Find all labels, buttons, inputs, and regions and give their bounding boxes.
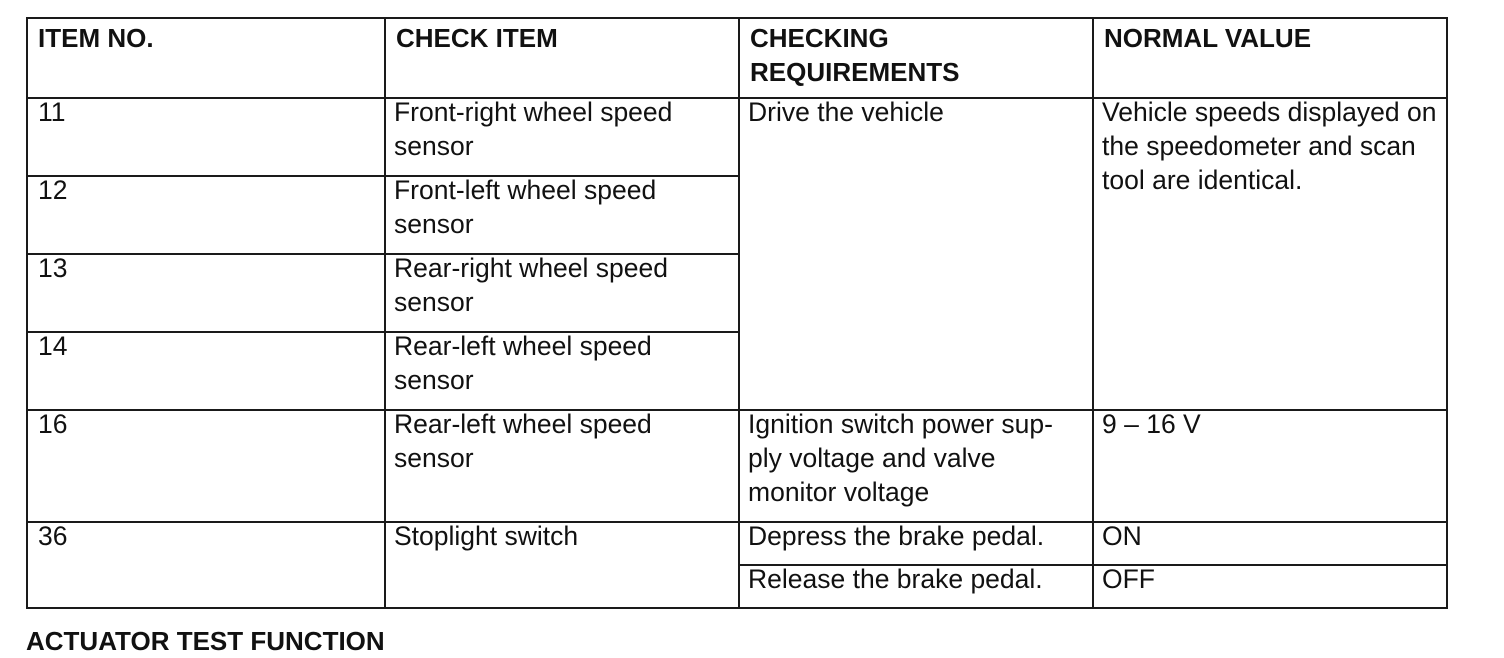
table-row [27, 522, 1447, 565]
normal-value-cell-wheel-sensors: Vehicle speeds displayed on the speedometer and scan tool are identical. [1093, 98, 1447, 410]
table-header-row [27, 18, 1447, 98]
header-checking-requirements: CHECKING REQUIREMENTS [739, 18, 1093, 98]
item-no-cell: 36 [27, 522, 385, 608]
check-item-cell: Front-left wheel speed sensor [385, 176, 739, 254]
item-no-cell: 12 [27, 176, 385, 254]
inspection-table [26, 17, 1448, 609]
table-row [27, 98, 1447, 176]
normal-value-cell: OFF [1093, 565, 1447, 608]
normal-value-cell: ON [1093, 522, 1447, 565]
item-no-cell: 16 [27, 410, 385, 522]
header-normal-value: NORMAL VALUE [1093, 18, 1447, 98]
table-row [27, 410, 1447, 522]
check-item-cell: Rear-right wheel speed sensor [385, 254, 739, 332]
item-no-cell: 11 [27, 98, 385, 176]
check-item-cell: Rear-left wheel speed sensor [385, 332, 739, 410]
check-item-cell: Front-right wheel speed sensor [385, 98, 739, 176]
header-check-item: CHECK ITEM [385, 18, 739, 98]
requirement-cell-wheel-sensors: Drive the vehicle [739, 98, 1093, 410]
item-no-cell: 13 [27, 254, 385, 332]
requirement-cell: Depress the brake pedal. [739, 522, 1093, 565]
header-item-no: ITEM NO. [27, 18, 385, 98]
requirement-cell: Ignition switch power sup-ply voltage and valve monitor voltage [739, 410, 1093, 522]
item-no-cell: 14 [27, 332, 385, 410]
requirement-cell: Release the brake pedal. [739, 565, 1093, 608]
normal-value-cell: 9 – 16 V [1093, 410, 1447, 522]
check-item-cell: Stoplight switch [385, 522, 739, 608]
check-item-cell: Rear-left wheel speed sensor [385, 410, 739, 522]
next-section-heading: ACTUATOR TEST FUNCTION [26, 626, 385, 656]
